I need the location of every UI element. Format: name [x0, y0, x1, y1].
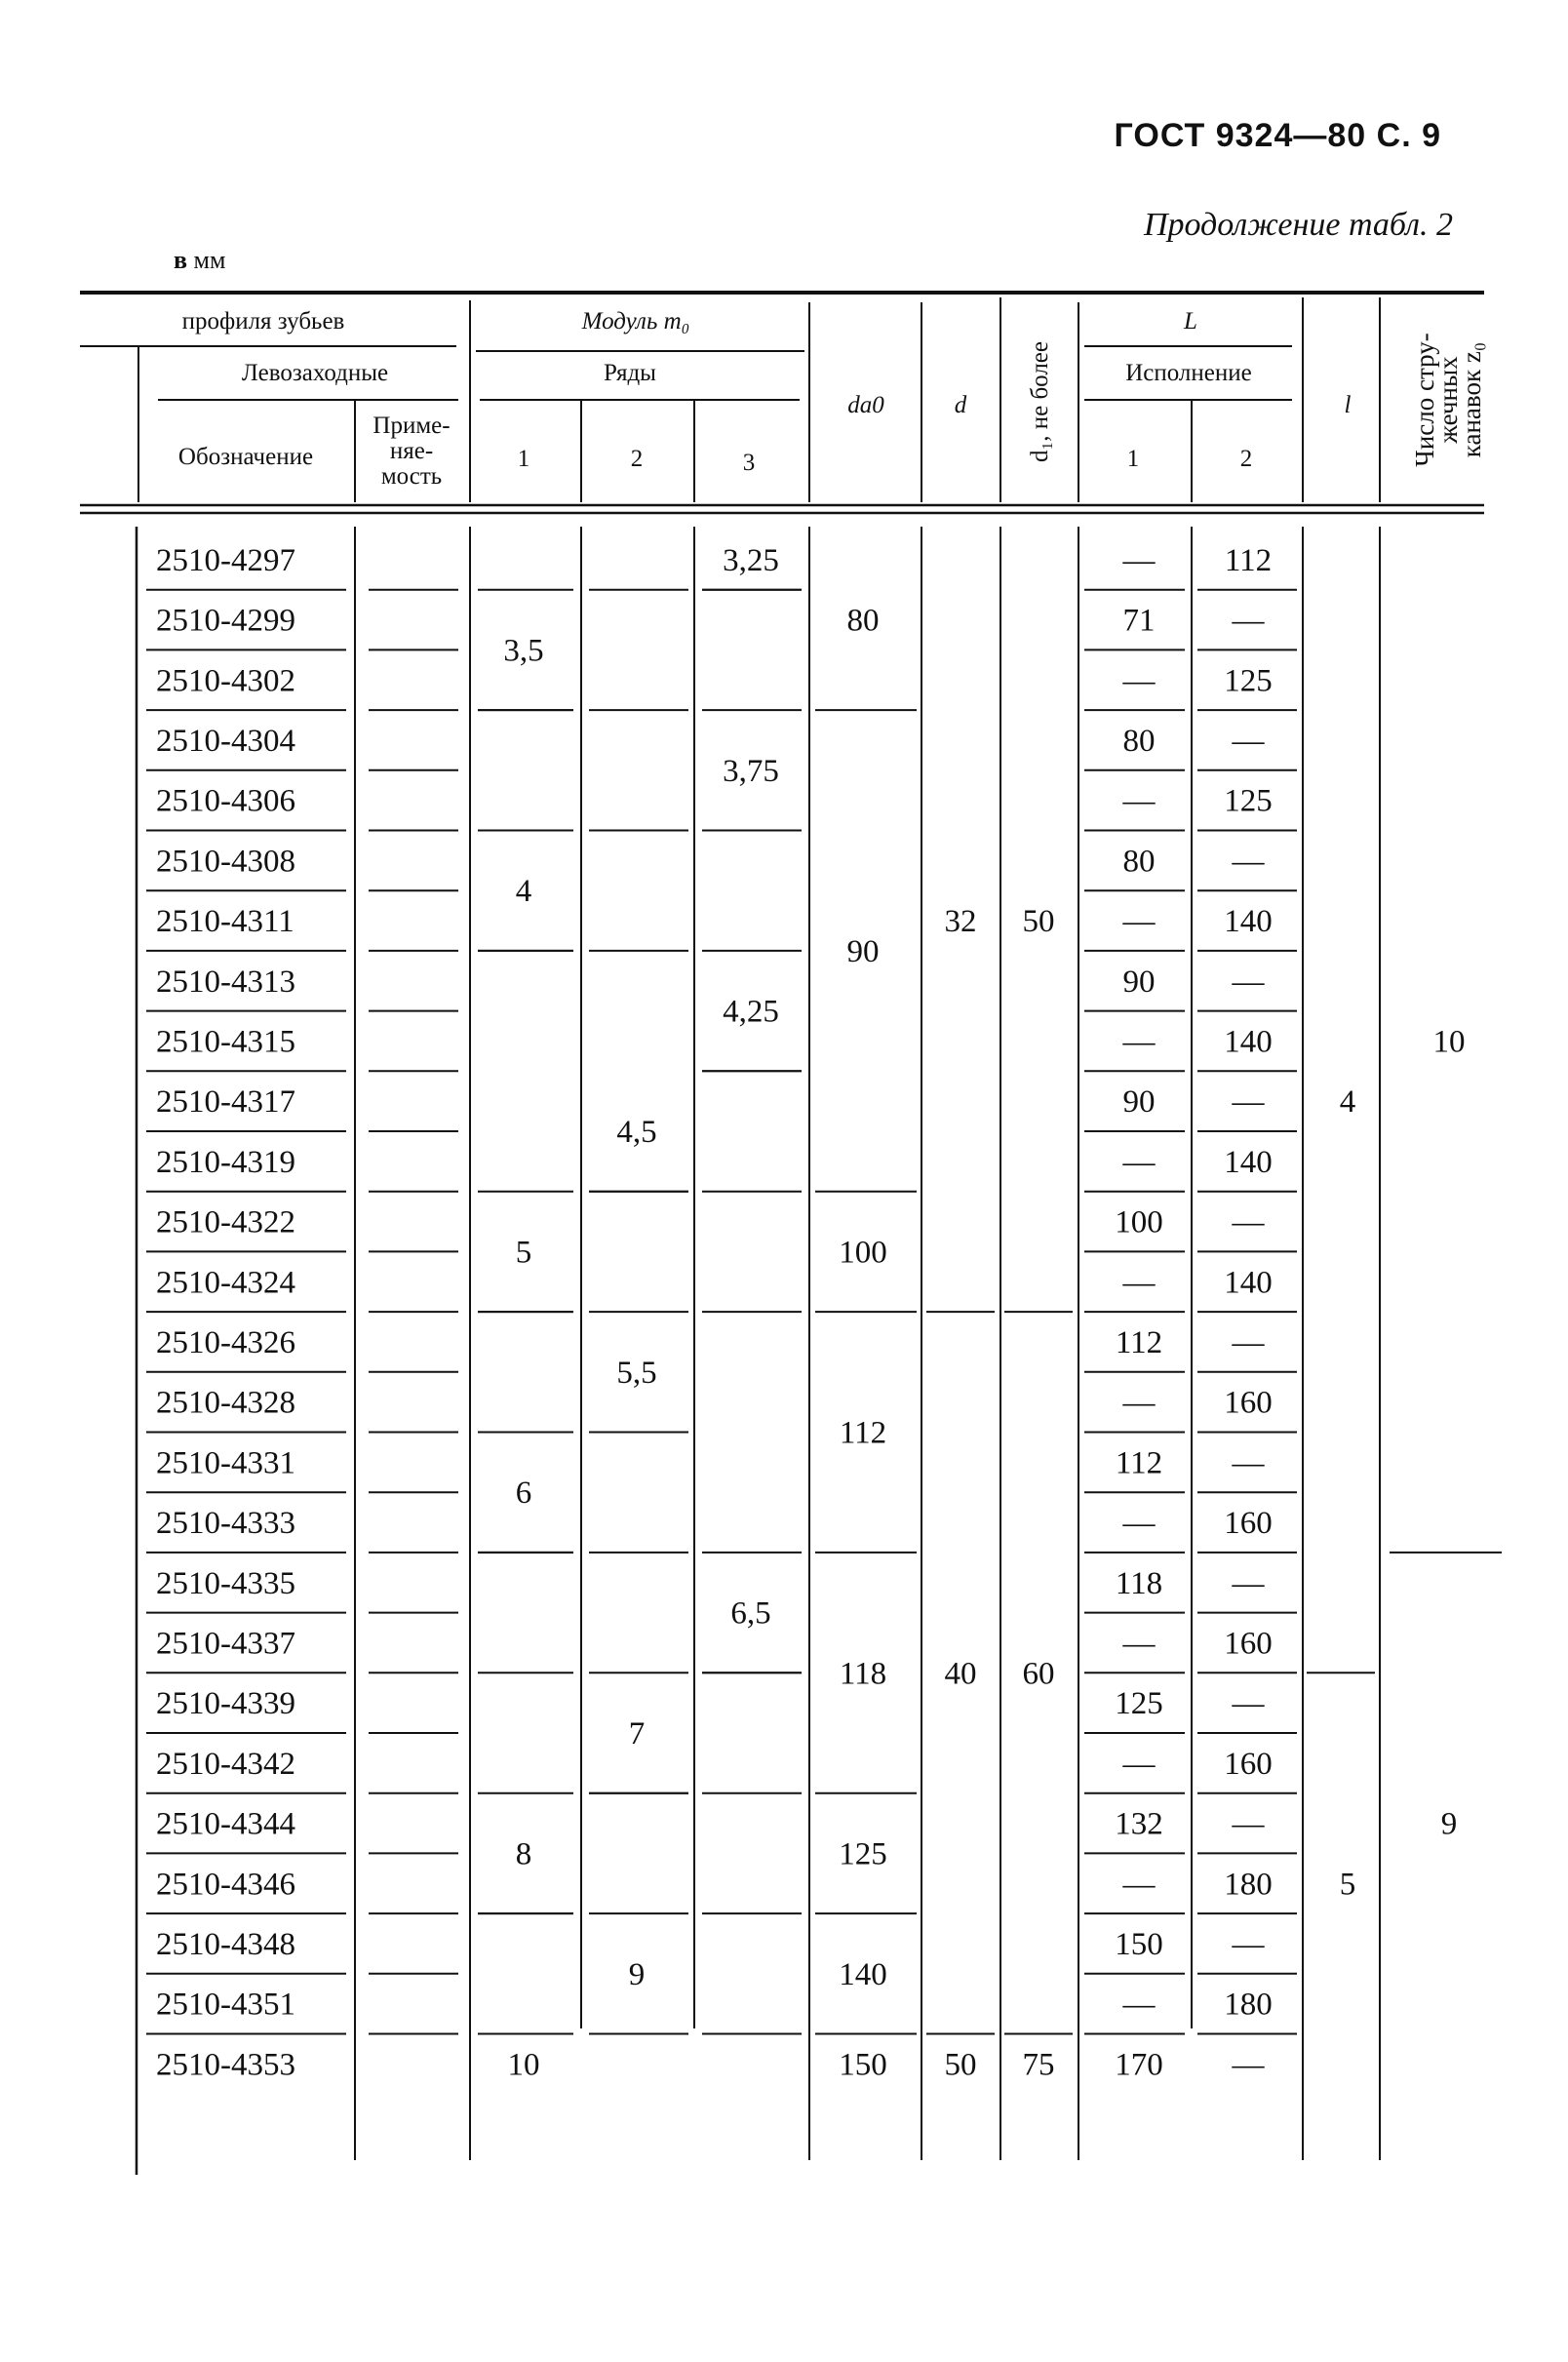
L-exec1-cell: — [1122, 783, 1156, 819]
L-exec2-cell: 140 [1224, 1024, 1273, 1060]
designation-cell: 2510-4353 [156, 2047, 295, 2083]
L-exec1-cell: 90 [1122, 964, 1156, 1000]
designation-cell: 2510-4335 [156, 1565, 295, 1601]
L-exec1-cell: — [1122, 904, 1156, 940]
table-continuation-label: Продолжение табл. 2 [1143, 207, 1453, 243]
L-exec1-cell: — [1122, 1626, 1156, 1662]
module-row2-cell: 9 [628, 1956, 646, 1992]
L-exec2-cell: — [1232, 964, 1265, 1000]
L-exec1-cell: — [1122, 1867, 1156, 1903]
designation-cell: 2510-4333 [156, 1506, 295, 1542]
designation-cell: 2510-4302 [156, 663, 295, 699]
L-exec1-cell: — [1122, 1385, 1156, 1421]
header-l: l [1344, 392, 1352, 418]
header-L: L [1184, 308, 1197, 335]
header-rows: Ряды [604, 360, 656, 386]
da0-cell: 90 [846, 933, 880, 969]
l-cell: 4 [1339, 1084, 1356, 1121]
header-exec-2: 2 [1239, 446, 1253, 472]
L-exec1-cell: — [1122, 1024, 1156, 1060]
header-z0-line3: канавок z₀ [1457, 341, 1486, 458]
da0-cell: 125 [839, 1836, 887, 1872]
L-exec2-cell: — [1232, 1445, 1265, 1481]
designation-cell: 2510-4326 [156, 1324, 295, 1360]
module-row3-cell: 4,25 [723, 994, 779, 1030]
L-exec2-cell: — [1232, 1324, 1265, 1360]
d1-cell: 60 [1022, 1656, 1055, 1692]
designation-cell: 2510-4324 [156, 1265, 295, 1301]
z0-cell: 9 [1440, 1806, 1458, 1842]
d-cell: 32 [944, 904, 977, 940]
header-applicability-3: мость [380, 463, 443, 490]
L-exec1-cell: — [1122, 1746, 1156, 1782]
L-exec2-cell: 180 [1224, 1987, 1273, 2023]
L-exec2-cell: — [1232, 2047, 1265, 2083]
L-exec1-cell: 132 [1115, 1806, 1163, 1842]
designation-cell: 2510-4306 [156, 783, 295, 819]
L-exec2-cell: 112 [1224, 542, 1273, 578]
L-exec2-cell: 140 [1224, 1144, 1273, 1180]
designation-cell: 2510-4322 [156, 1204, 295, 1240]
designation-cell: 2510-4346 [156, 1867, 295, 1903]
d1-cell: 50 [1022, 904, 1055, 940]
designation-cell: 2510-4317 [156, 1084, 295, 1121]
L-exec1-cell: — [1122, 1987, 1156, 2023]
module-row1-cell: 5 [515, 1235, 532, 1271]
header-tooth-profile: профиля зубьев [181, 308, 345, 335]
module-row2-cell: 7 [628, 1716, 646, 1752]
L-exec2-cell: — [1232, 1686, 1265, 1722]
header-z0-line1: Число стру- [1410, 333, 1439, 467]
L-exec2-cell: — [1232, 1926, 1265, 1962]
module-row3-cell: 6,5 [730, 1595, 771, 1632]
L-exec1-cell: — [1122, 1144, 1156, 1180]
header-execution: Исполнение [1125, 360, 1252, 386]
L-exec2-cell: 160 [1224, 1626, 1273, 1662]
designation-cell: 2510-4331 [156, 1445, 295, 1481]
da0-cell: 140 [839, 1956, 887, 1992]
L-exec1-cell: 71 [1122, 603, 1156, 639]
designation-cell: 2510-4311 [156, 904, 294, 940]
L-exec2-cell: — [1232, 1565, 1265, 1601]
module-row1-cell: 10 [507, 2047, 540, 2083]
L-exec1-cell: 80 [1122, 723, 1156, 759]
da0-cell: 118 [839, 1656, 887, 1692]
header-applicability-2: няе- [389, 438, 434, 464]
module-row1-cell: 4 [515, 874, 532, 910]
designation-cell: 2510-4304 [156, 723, 295, 759]
d-cell: 50 [944, 2047, 977, 2083]
designation-cell: 2510-4342 [156, 1746, 295, 1782]
header-row-3: 3 [742, 450, 756, 476]
L-exec2-cell: 125 [1224, 663, 1273, 699]
designation-cell: 2510-4297 [156, 542, 295, 578]
L-exec2-cell: — [1232, 723, 1265, 759]
da0-cell: 100 [839, 1235, 887, 1271]
L-exec2-cell: 160 [1224, 1385, 1273, 1421]
module-row1-cell: 6 [515, 1476, 532, 1512]
designation-cell: 2510-4351 [156, 1987, 295, 2023]
module-row2-cell: 4,5 [616, 1115, 657, 1150]
designation-cell: 2510-4339 [156, 1686, 295, 1722]
L-exec1-cell: 125 [1115, 1686, 1163, 1722]
L-exec1-cell: 150 [1115, 1926, 1163, 1962]
L-exec1-cell: — [1122, 663, 1156, 699]
module-row1-cell: 8 [515, 1836, 532, 1872]
L-exec2-cell: — [1232, 603, 1265, 639]
header-row-1: 1 [517, 446, 530, 472]
da0-cell: 112 [839, 1415, 887, 1451]
da0-cell: 150 [839, 2047, 887, 2083]
L-exec1-cell: 80 [1122, 844, 1156, 880]
header-z0-line2: жечных [1433, 356, 1463, 444]
L-exec2-cell: 140 [1224, 904, 1273, 940]
designation-cell: 2510-4344 [156, 1806, 295, 1842]
L-exec1-cell: 112 [1115, 1324, 1163, 1360]
L-exec1-cell: 170 [1115, 2047, 1163, 2083]
l-cell: 5 [1339, 1867, 1356, 1903]
da0-cell: 80 [846, 603, 880, 639]
designation-cell: 2510-4313 [156, 964, 295, 1000]
designation-cell: 2510-4337 [156, 1626, 295, 1662]
designation-cell: 2510-4308 [156, 844, 295, 880]
header-designation: Обозначение [177, 444, 314, 470]
header-d: d [954, 392, 967, 418]
L-exec2-cell: 140 [1224, 1265, 1273, 1301]
header-da0: da0 [847, 392, 884, 418]
designation-cell: 2510-4348 [156, 1926, 295, 1962]
header-exec-1: 1 [1126, 446, 1140, 472]
L-exec1-cell: — [1122, 1265, 1156, 1301]
L-exec2-cell: 160 [1224, 1746, 1273, 1782]
module-row3-cell: 3,75 [723, 753, 779, 789]
module-row2-cell: 5,5 [616, 1355, 657, 1391]
L-exec2-cell: 160 [1224, 1506, 1273, 1542]
d1-cell: 75 [1022, 2047, 1055, 2083]
header-d1: d₁, не более [1027, 341, 1053, 462]
module-row3-cell: 3,25 [723, 542, 779, 578]
L-exec1-cell: — [1122, 542, 1156, 578]
designation-cell: 2510-4299 [156, 603, 295, 639]
L-exec1-cell: 112 [1115, 1445, 1163, 1481]
L-exec2-cell: — [1232, 1084, 1265, 1121]
header-row-2: 2 [630, 446, 644, 472]
units-prefix: в [174, 246, 188, 274]
gost-header: ГОСТ 9324—80 С. 9 [1114, 117, 1441, 154]
d-cell: 40 [944, 1656, 977, 1692]
L-exec1-cell: 100 [1115, 1204, 1163, 1240]
z0-cell: 10 [1432, 1024, 1466, 1060]
L-exec2-cell: — [1232, 1204, 1265, 1240]
designation-cell: 2510-4328 [156, 1385, 295, 1421]
L-exec2-cell: 180 [1224, 1867, 1273, 1903]
header-module: Модуль m₀ [581, 308, 690, 335]
L-exec1-cell: 90 [1122, 1084, 1156, 1121]
L-exec2-cell: — [1232, 1806, 1265, 1842]
designation-cell: 2510-4319 [156, 1144, 295, 1180]
table-body [156, 543, 1466, 2083]
header-applicability-1: Приме- [372, 413, 451, 439]
L-exec1-cell: — [1122, 1506, 1156, 1542]
header-left-hand: Левозаходные [241, 360, 389, 386]
L-exec2-cell: — [1232, 844, 1265, 880]
L-exec2-cell: 125 [1224, 783, 1273, 819]
module-row1-cell: 3,5 [503, 633, 544, 669]
units-text: мм [187, 246, 226, 274]
designation-cell: 2510-4315 [156, 1024, 295, 1060]
L-exec1-cell: 118 [1115, 1565, 1163, 1601]
